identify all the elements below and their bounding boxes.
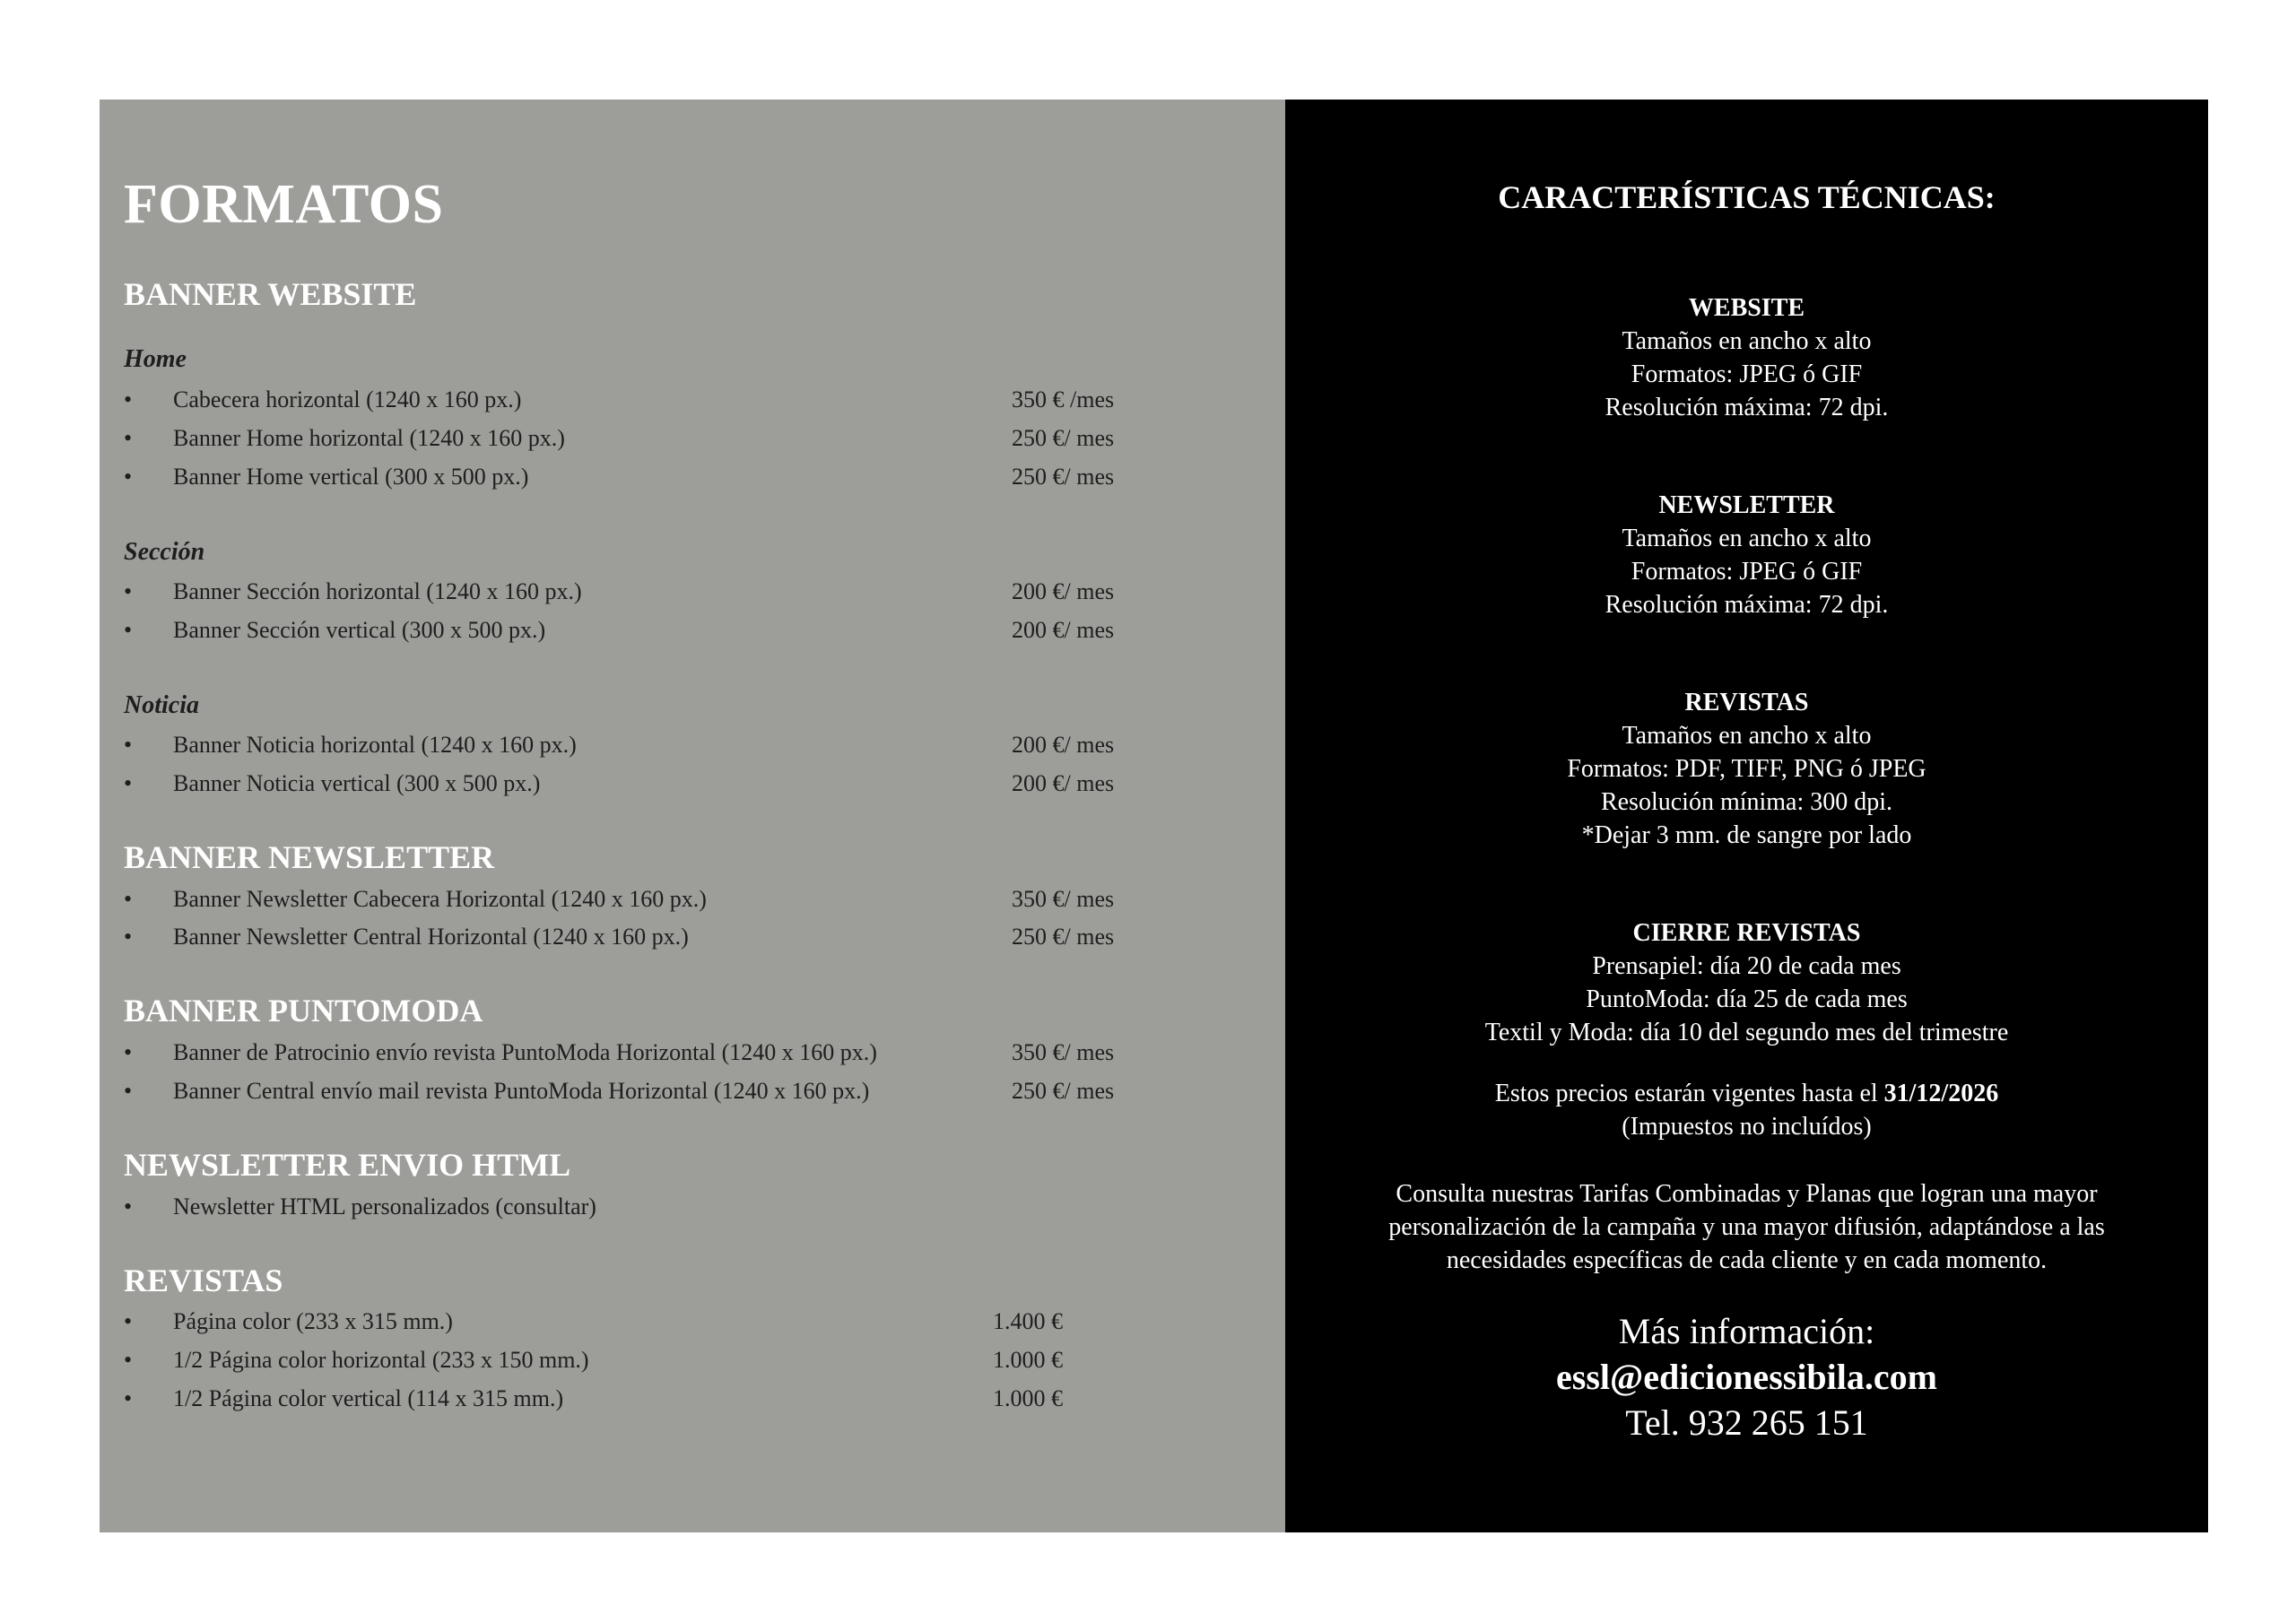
spec-title: WEBSITE <box>1688 294 1805 322</box>
spec-cierre-revistas <box>1285 916 2208 1049</box>
spec-line: Tamaños en ancho x alto <box>1622 327 1872 355</box>
bullet-icon: • <box>124 770 133 796</box>
bullet-icon: • <box>124 1308 133 1334</box>
list-item <box>124 1345 1245 1376</box>
spec-newsletter <box>1285 489 2208 621</box>
spec-line: Prensapiel: día 20 de cada mes <box>1592 952 1901 980</box>
specs-title: CARACTERÍSTICAS TÉCNICAS: <box>1498 179 1996 215</box>
spec-line: PuntoModa: día 25 de cada mes <box>1586 985 1908 1013</box>
list-item <box>124 1384 1245 1414</box>
item-label: Newsletter HTML personalizados (consultar) <box>173 1193 596 1219</box>
contact-block <box>1285 1308 2208 1445</box>
item-label: 1/2 Página color horizontal (233 x 150 mm.) <box>173 1347 589 1373</box>
item-price: 200 €/ mes <box>1012 578 1115 604</box>
section-heading-banner-puntomoda: BANNER PUNTOMODA <box>124 993 483 1028</box>
item-price: 250 €/ mes <box>1012 924 1115 950</box>
spec-line: Tamaños en ancho x alto <box>1622 525 1872 552</box>
bullet-icon: • <box>124 386 133 412</box>
bullet-icon: • <box>124 464 133 490</box>
taxes-note: (Impuestos no incluídos) <box>1622 1113 1872 1141</box>
item-price: 1.000 € <box>993 1347 1063 1373</box>
bullet-icon: • <box>124 1078 133 1104</box>
validity-text: Estos precios estarán vigentes hasta el <box>1494 1080 1884 1107</box>
item-label: Banner Home horizontal (1240 x 160 px.) <box>173 425 565 451</box>
validity-note <box>1285 1077 2208 1143</box>
item-label: Banner Sección horizontal (1240 x 160 px.) <box>173 578 582 604</box>
list-item <box>124 1037 1245 1068</box>
spec-revistas <box>1285 686 2208 852</box>
item-price: 200 €/ mes <box>1012 617 1115 643</box>
item-label: Banner de Patrocinio envío revista PuntoModa Horizontal (1240 x 160 px.) <box>173 1039 877 1065</box>
spec-title: NEWSLETTER <box>1658 491 1835 519</box>
contact-email[interactable]: essl@edicionessibila.com <box>1556 1357 1937 1397</box>
item-price: 350 € /mes <box>1012 386 1115 412</box>
section-heading-banner-website: BANNER WEBSITE <box>124 276 417 312</box>
spec-line: Tamaños en ancho x alto <box>1622 722 1872 750</box>
promo-text <box>1285 1177 2208 1277</box>
item-label: Banner Noticia vertical (300 x 500 px.) <box>173 770 541 796</box>
item-price: 350 €/ mes <box>1012 886 1115 912</box>
promo-line: Consulta nuestras Tarifas Combinadas y Planas que logran una mayor <box>1396 1180 2098 1208</box>
caracteristicas-panel <box>1285 100 2208 1532</box>
bullet-icon: • <box>124 1193 133 1219</box>
list-item <box>124 615 1245 646</box>
bullet-icon: • <box>124 1039 133 1065</box>
section-heading-revistas: REVISTAS <box>124 1263 283 1298</box>
validity-date: 31/12/2026 <box>1883 1080 1999 1107</box>
spec-line: Resolución máxima: 72 dpi. <box>1605 591 1889 619</box>
subheading-home: Home <box>124 345 187 373</box>
spec-website <box>1285 291 2208 424</box>
list-item <box>124 423 1245 454</box>
section-heading-newsletter-html: NEWSLETTER ENVIO HTML <box>124 1147 571 1183</box>
list-item <box>124 768 1245 799</box>
spec-line: Resolución mínima: 300 dpi. <box>1600 788 1893 816</box>
section-heading-banner-newsletter: BANNER NEWSLETTER <box>124 839 495 875</box>
promo-line: necesidades específicas de cada cliente y en cada momento. <box>1446 1246 2048 1274</box>
bullet-icon: • <box>124 578 133 604</box>
list-item <box>124 884 1245 915</box>
item-label: Banner Noticia horizontal (1240 x 160 px.) <box>173 732 577 758</box>
subheading-noticia: Noticia <box>124 691 199 719</box>
formatos-panel <box>100 100 1285 1532</box>
bullet-icon: • <box>124 732 133 758</box>
promo-line: personalización de la campaña y una mayor difusión, adaptándose a las <box>1388 1213 2105 1241</box>
item-price: 1.000 € <box>993 1385 1063 1411</box>
item-price: 250 €/ mes <box>1012 1078 1115 1104</box>
bullet-icon: • <box>124 1385 133 1411</box>
list-item <box>124 385 1245 415</box>
bullet-icon: • <box>124 1347 133 1373</box>
item-label: 1/2 Página color vertical (114 x 315 mm.) <box>173 1385 564 1411</box>
spec-line: *Dejar 3 mm. de sangre por lado <box>1581 821 1912 849</box>
spec-line: Resolución máxima: 72 dpi. <box>1605 394 1889 421</box>
item-price: 250 €/ mes <box>1012 464 1115 490</box>
list-item <box>124 1192 1245 1222</box>
item-label: Página color (233 x 315 mm.) <box>173 1308 453 1334</box>
list-item <box>124 462 1245 492</box>
item-price: 1.400 € <box>993 1308 1063 1334</box>
list-item <box>124 1076 1245 1107</box>
contact-phone[interactable]: Tel. 932 265 151 <box>1625 1402 1868 1443</box>
item-label: Banner Newsletter Cabecera Horizontal (1240 x 160 px.) <box>173 886 707 912</box>
item-price: 200 €/ mes <box>1012 732 1115 758</box>
spec-line: Textil y Moda: día 10 del segundo mes del trimestre <box>1484 1019 2009 1046</box>
spec-title: CIERRE REVISTAS <box>1632 919 1861 947</box>
bullet-icon: • <box>124 617 133 643</box>
item-label: Banner Sección vertical (300 x 500 px.) <box>173 617 546 643</box>
bullet-icon: • <box>124 425 133 451</box>
list-item <box>124 922 1245 952</box>
item-price: 200 €/ mes <box>1012 770 1115 796</box>
contact-heading: Más información: <box>1618 1311 1875 1351</box>
list-item <box>124 1306 1245 1337</box>
item-price: 350 €/ mes <box>1012 1039 1115 1065</box>
item-label: Banner Central envío mail revista PuntoModa Horizontal (1240 x 160 px.) <box>173 1078 870 1104</box>
item-label: Banner Newsletter Central Horizontal (1240 x 160 px.) <box>173 924 689 950</box>
subheading-seccion: Sección <box>124 538 205 566</box>
list-item <box>124 730 1245 760</box>
list-item <box>124 577 1245 607</box>
item-price: 250 €/ mes <box>1012 425 1115 451</box>
spec-line: Formatos: JPEG ó GIF <box>1631 558 1863 586</box>
item-label: Banner Home vertical (300 x 500 px.) <box>173 464 529 490</box>
spec-title: REVISTAS <box>1684 689 1809 716</box>
spec-line: Formatos: PDF, TIFF, PNG ó JPEG <box>1567 755 1926 783</box>
page-title: FORMATOS <box>124 174 444 235</box>
spec-line: Formatos: JPEG ó GIF <box>1631 360 1863 388</box>
bullet-icon: • <box>124 886 133 912</box>
bullet-icon: • <box>124 924 133 950</box>
item-label: Cabecera horizontal (1240 x 160 px.) <box>173 386 522 412</box>
